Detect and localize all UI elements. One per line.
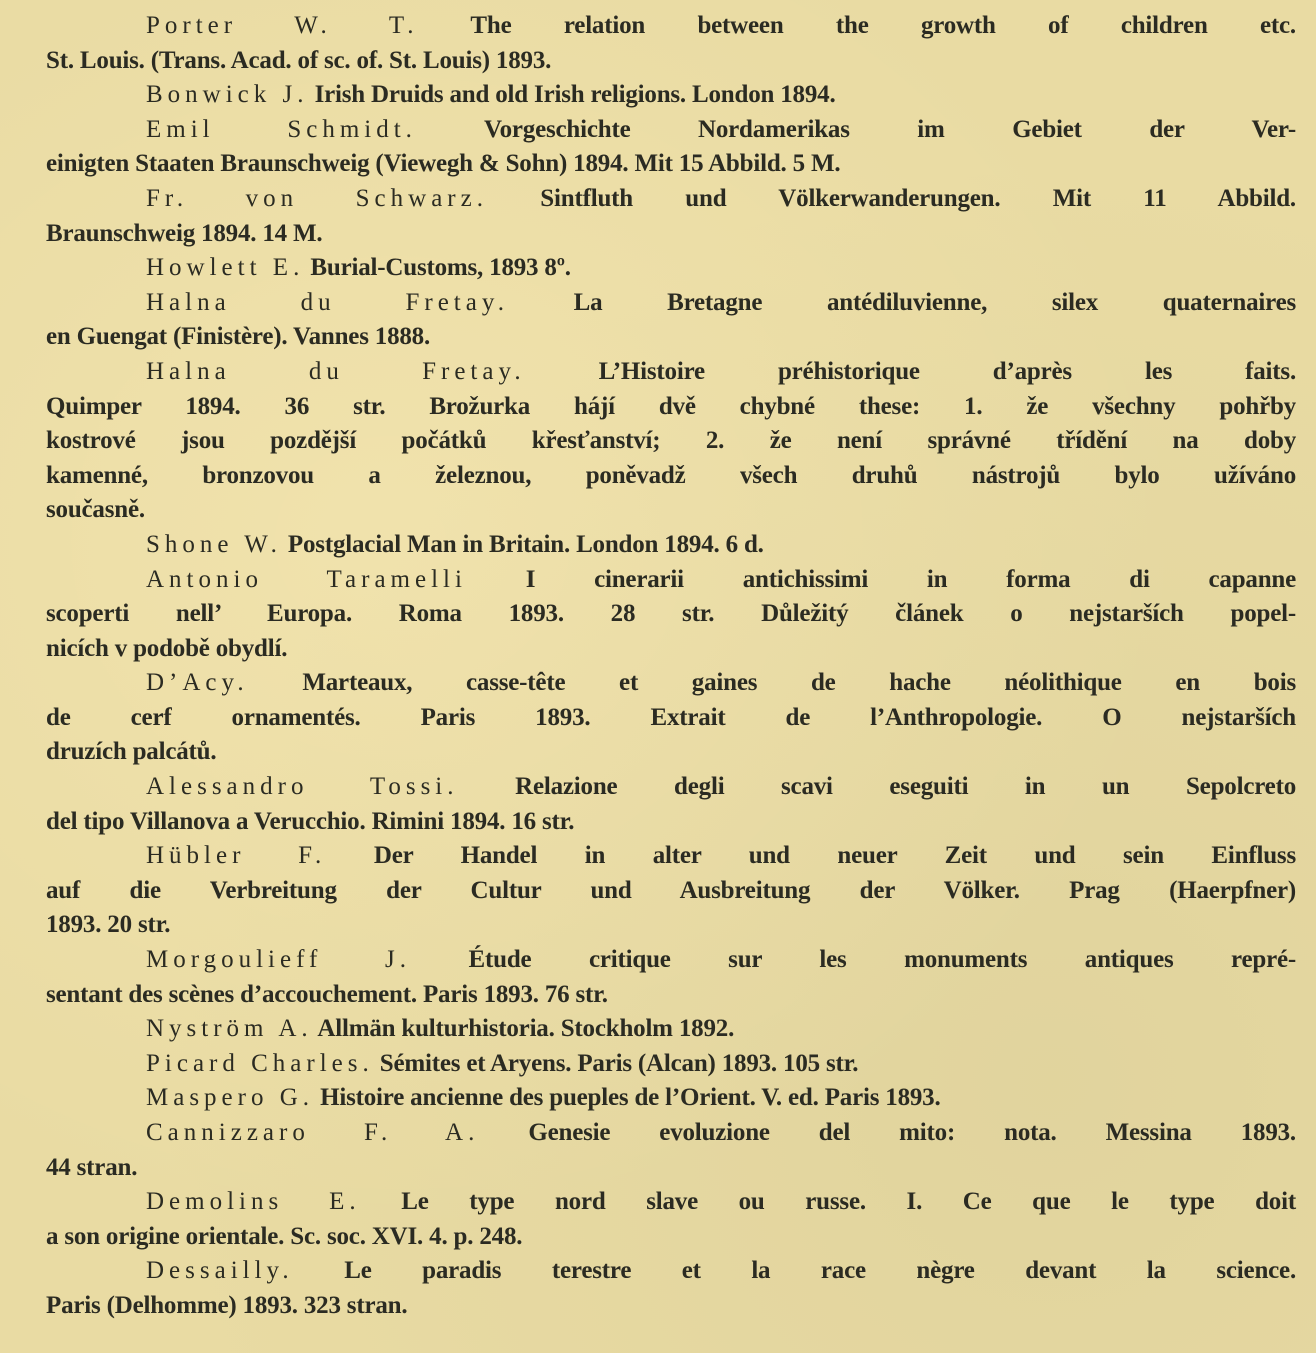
entry-text: L’Histoire préhistorique d’après les faits. xyxy=(598,357,1296,385)
entry-line xyxy=(46,1151,1296,1186)
entry-text: Paris (Delhomme) 1893. 323 stran. xyxy=(46,1291,408,1319)
entry-text: druzích palcátů. xyxy=(46,738,217,766)
bibliography-entry xyxy=(46,770,1296,839)
entry-text: scoperti nell’ Europa. Roma 1893. 28 str. Důležitý článek o nejstarších popel- xyxy=(46,600,1296,628)
bibliography-entry xyxy=(46,839,1296,943)
entry-line xyxy=(46,978,1296,1013)
entry-line xyxy=(46,459,1296,494)
entry-line xyxy=(46,874,1296,909)
entry-line xyxy=(46,493,1296,528)
entry-text: Genesie evoluzione del mito: nota. Messina 1893. xyxy=(528,1119,1296,1146)
entry-text: Sintfluth und Völkerwanderungen. Mit 11 Abbild. xyxy=(540,184,1296,212)
entry-author: Halna du Fretay. xyxy=(146,357,526,385)
bibliography-entry xyxy=(46,1012,1296,1047)
entry-line xyxy=(46,217,1296,252)
bibliography-entry xyxy=(46,182,1296,251)
entry-author: Fr. von Schwarz. xyxy=(146,184,488,212)
entry-line xyxy=(46,147,1296,182)
entry-line xyxy=(46,908,1296,943)
entry-line xyxy=(46,1116,1296,1151)
entry-line xyxy=(46,1081,1296,1116)
entry-text: 44 stran. xyxy=(46,1153,138,1181)
entry-line xyxy=(46,735,1296,770)
entry-line xyxy=(46,1254,1296,1289)
entry-line xyxy=(46,1289,1296,1324)
entry-line xyxy=(46,424,1296,459)
entry-author: Maspero G. xyxy=(146,1084,315,1112)
entry-author: Cannizzaro F. A. xyxy=(146,1119,480,1146)
entry-text: 1893. 20 str. xyxy=(46,911,171,939)
entry-author: Porter W. T. xyxy=(146,12,419,39)
entry-line xyxy=(46,251,1296,286)
entry-author: Demolins E. xyxy=(146,1188,361,1216)
entry-text: Étude critique sur les monuments antiques repré- xyxy=(468,946,1296,974)
entry-text: de cerf ornamentés. Paris 1893. Extrait de l’Anthropologie. O nejstarších xyxy=(46,703,1296,731)
entry-author: Hübler F. xyxy=(146,842,327,870)
entry-text: sentant des scènes d’accouchement. Paris 1893. 76 str. xyxy=(46,980,608,1008)
entry-line xyxy=(46,390,1296,425)
entry-line xyxy=(46,320,1296,355)
entry-author: Bonwick J. xyxy=(146,81,309,109)
bibliography-entry xyxy=(46,528,1296,563)
entry-line xyxy=(46,805,1296,840)
bibliography-entry xyxy=(46,666,1296,770)
entry-author: Shone W. xyxy=(146,530,282,558)
entry-author: Morgoulieff J. xyxy=(146,946,411,974)
entry-line xyxy=(46,701,1296,736)
entry-text: auf die Verbreitung der Cultur und Ausbreitung der Völker. Prag (Haerpfner) xyxy=(46,876,1296,904)
entry-text: einigten Staaten Braunschweig (Viewegh & Sohn) 1894. Mit 15 Abbild. 5 M. xyxy=(46,150,841,178)
entry-text: Vorgeschichte Nordamerikas im Gebiet der Ver- xyxy=(484,115,1297,143)
entry-author: Halna du Fretay. xyxy=(146,288,509,316)
entry-author: Nyström A. xyxy=(146,1015,313,1043)
bibliography-entry xyxy=(46,1081,1296,1116)
entry-line xyxy=(46,286,1296,321)
entry-text: del tipo Villanova a Verucchio. Rimini 1894. 16 str. xyxy=(46,807,575,835)
entry-text: Postglacial Man in Britain. London 1894. 6 d. xyxy=(287,530,764,558)
bibliography-entry xyxy=(46,251,1296,286)
entry-line xyxy=(46,770,1296,805)
entry-line xyxy=(46,943,1296,978)
entry-text: La Bretagne antédiluvienne, silex quaternaires xyxy=(573,288,1296,316)
entry-text: en Guengat (Finistère). Vannes 1888. xyxy=(46,323,431,351)
bibliography-entry xyxy=(46,1116,1296,1185)
entry-text: Le paradis terestre et la race nègre devant la science. xyxy=(344,1257,1296,1285)
entry-author: Alessandro Tossi. xyxy=(146,773,459,801)
entry-text: Irish Druids and old Irish religions. London 1894. xyxy=(314,81,836,109)
entry-text: Braunschweig 1894. 14 M. xyxy=(46,219,323,247)
entry-text: současně. xyxy=(46,496,145,524)
bibliography-entry xyxy=(46,1254,1296,1323)
entry-author: Antonio Taramelli xyxy=(146,565,467,593)
entry-text: Histoire ancienne des pueples de l’Orient. V. ed. Paris 1893. xyxy=(320,1084,941,1112)
bibliography-entry xyxy=(46,1047,1296,1082)
entry-text: Allmän kulturhistoria. Stockholm 1892. xyxy=(317,1015,735,1043)
entry-line xyxy=(46,1220,1296,1255)
bibliography-entry xyxy=(46,943,1296,1012)
entry-line xyxy=(46,597,1296,632)
entry-line xyxy=(46,1047,1296,1082)
entry-text: The relation between the growth of children etc. xyxy=(470,12,1296,39)
bibliography-entry xyxy=(46,113,1296,182)
entry-line xyxy=(46,355,1296,390)
entry-line xyxy=(46,528,1296,563)
entry-author: Dessailly. xyxy=(146,1257,294,1285)
entry-line xyxy=(46,666,1296,701)
entry-text: Marteaux, casse-tête et gaines de hache néolithique en bois xyxy=(302,669,1296,697)
bibliography-entry xyxy=(46,1185,1296,1254)
entry-text: Quimper 1894. 36 str. Brožurka hájí dvě chybné these: 1. že všechny pohřby xyxy=(46,392,1296,420)
entry-author: Picard Charles. xyxy=(146,1049,374,1077)
entry-text: Burial-Customs, 1893 8º. xyxy=(310,254,571,282)
entry-text: I cinerarii antichissimi in forma di capanne xyxy=(525,565,1296,593)
entry-line xyxy=(46,563,1296,598)
entry-line xyxy=(46,113,1296,148)
document-page xyxy=(46,9,1296,1324)
entry-author: Howlett E. xyxy=(146,254,305,282)
entry-line xyxy=(46,632,1296,667)
bibliography-entry xyxy=(46,563,1296,667)
entry-line xyxy=(46,1185,1296,1220)
entry-text: Sémites et Aryens. Paris (Alcan) 1893. 105 str. xyxy=(379,1049,859,1077)
entry-line xyxy=(46,78,1296,113)
entry-text: kostrové jsou pozdější počátků křesťanství; 2. že není správné třídění na doby xyxy=(46,427,1296,455)
entry-line xyxy=(46,1012,1296,1047)
entry-line xyxy=(46,182,1296,217)
entry-line xyxy=(46,839,1296,874)
entry-text: Der Handel in alter und neuer Zeit und sein Einfluss xyxy=(373,842,1296,870)
entry-text: St. Louis. (Trans. Acad. of sc. of. St. Louis) 1893. xyxy=(46,46,552,74)
entry-text: Relazione degli scavi eseguiti in un Sepolcreto xyxy=(515,773,1296,801)
entry-author: Emil Schmidt. xyxy=(146,115,417,143)
entry-author: D’Acy. xyxy=(146,669,249,697)
bibliography-entry xyxy=(46,9,1296,78)
entry-text: Le type nord slave ou russe. I. Ce que le type doit xyxy=(401,1188,1296,1216)
entry-text: kamenné, bronzovou a železnou, poněvadž všech druhů nástrojů bylo užíváno xyxy=(46,461,1296,489)
bibliography-entry xyxy=(46,286,1296,355)
bibliography-entry xyxy=(46,78,1296,113)
entry-text: nicích v podobě obydlí. xyxy=(46,634,288,662)
entry-line xyxy=(46,44,1296,79)
bibliography-entry xyxy=(46,355,1296,528)
entry-line xyxy=(46,9,1296,44)
entry-text: a son origine orientale. Sc. soc. XVI. 4. p. 248. xyxy=(46,1222,523,1250)
